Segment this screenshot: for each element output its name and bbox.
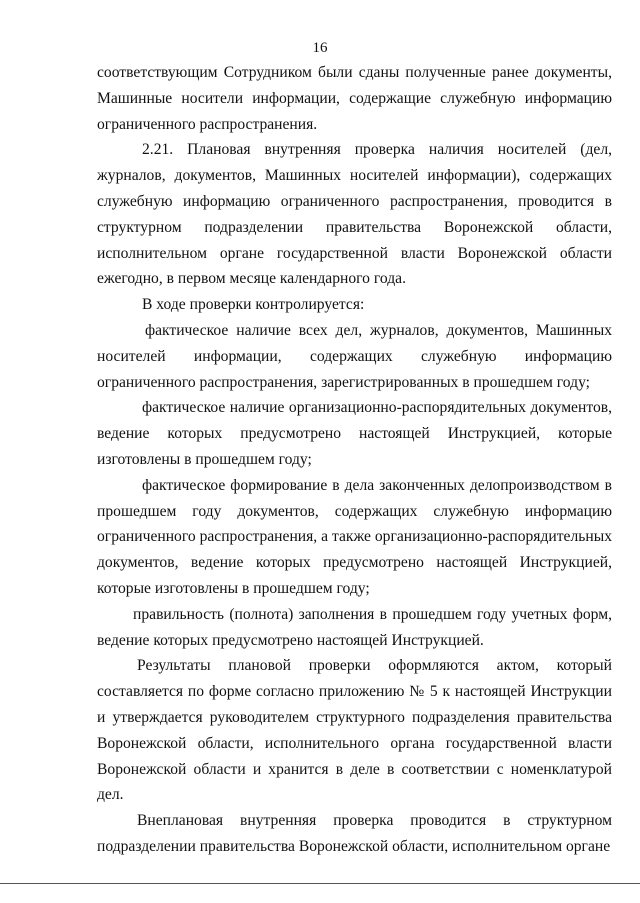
paragraph-continuation: соответствующим Сотрудником были сданы полученные ранее документы, Машинные носители информации, содержащие служебную информацию ограниченного распространения. [97,64,612,133]
list-item-presence-of-org-docs: фактическое наличие организационно-распорядительных документов, ведение которых предусмотрено настоящей Инструкцией, которые изготовлены в прошедшем году; [97,399,612,468]
paragraph-controlled-intro: В ходе проверки контролируется: [142,296,365,314]
paragraph-results-act: Результаты плановой проверки оформляются актом, который составляется по форме согласно приложению № 5 к настоящей Инструкции и утверждается руководителем структурного подразделения правительства Воронежской области, исполнительного органа государственной власти Воронежской области и хранится в деле в соответствии с номенклатурой дел. [97,657,612,804]
list-item-formation-of-files: фактическое формирование в дела законченных делопроизводством в прошедшем году документов, содержащих служебную информацию ограниченного распространения, а также организационно-распорядительных документов, ведение которых предусмотрено настоящей Инструкцией, которые изготовлены в прошедшем году; [97,476,612,597]
list-item-correctness-of-forms: правильность (полнота) заполнения в прошедшем году учетных форм, ведение которых предусмотрено настоящей Инструкцией. [97,605,612,649]
list-item-presence-of-files: фактическое наличие всех дел, журналов, документов, Машинных носителей информации, содержащих служебную информацию ограниченного распространения, зарегистрированных в прошедшем году; [97,321,612,391]
paragraph-2-21: 2.21. Плановая внутренняя проверка наличия носителей (дел, журналов, документов, Машинных носителей информации), содержащих служебную информацию ограниченного распространения, проводится в структурном подразделении правительства Воронежской области, исполнительном органе государственной власти Воронежской области ежегодно, в первом месяце календарного года. [97,141,612,288]
paragraph-unplanned-check: Внеплановая внутренняя проверка проводится в структурном подразделении правительства Воронежской области, исполнительном органе [97,812,612,855]
page-bottom-rule [0,883,640,884]
page-number: 16 [312,40,328,56]
document-body [97,60,612,860]
